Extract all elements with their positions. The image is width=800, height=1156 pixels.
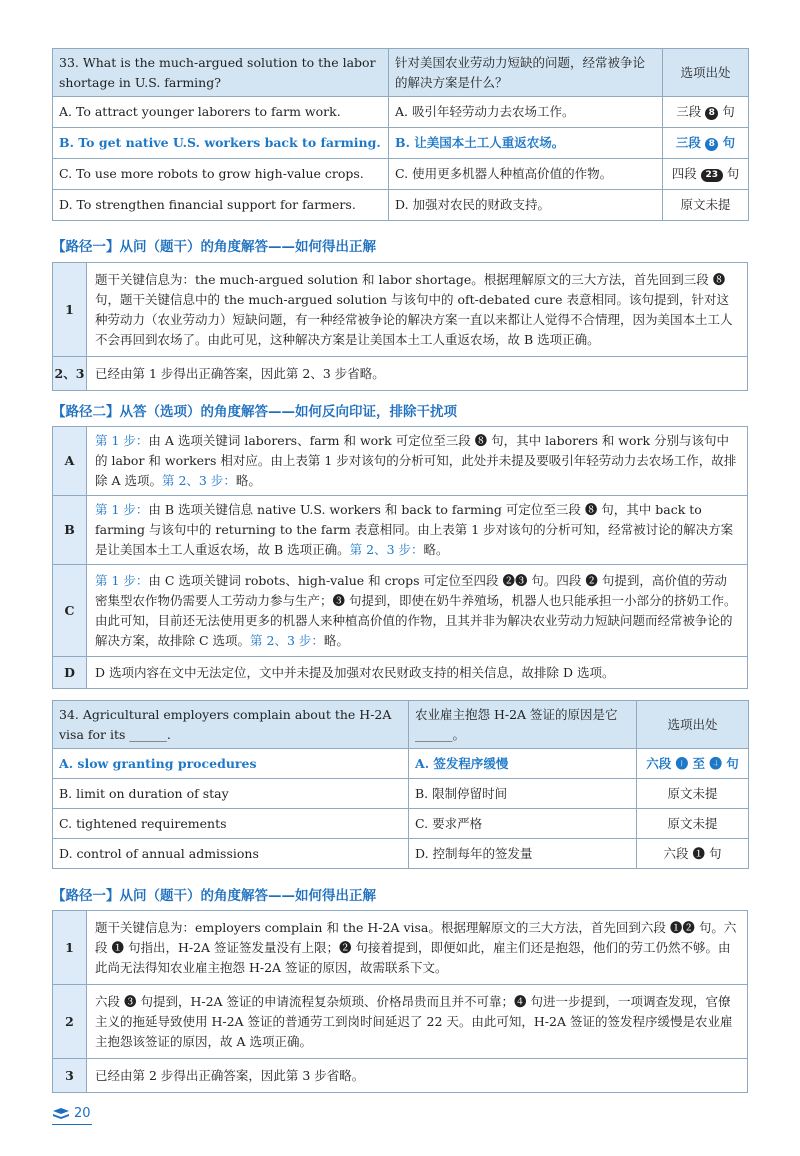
q34-question-en: 34. Agricultural employers complain about the H-2A visa for its ______. xyxy=(53,701,409,749)
step-row xyxy=(53,657,748,689)
table-row-correct xyxy=(53,128,749,159)
option-source: 六段 ❶ 句 xyxy=(637,839,749,869)
source-text: 句 xyxy=(722,135,736,150)
option-en: B. limit on duration of stay xyxy=(53,779,409,809)
option-cn: B. 让美国本土工人重返农场。 xyxy=(389,128,663,159)
option-label: D xyxy=(53,657,87,689)
option-en: C. tightened requirements xyxy=(53,809,409,839)
option-label: B xyxy=(53,496,87,565)
option-en: D. control of annual admissions xyxy=(53,839,409,869)
step-text: 第 1 步：由 B 选项关键信息 native U.S. workers 和 back to farming 可定位至三段 ❽ 句，其中 back to farming 与该句中的 returning to the farm 表意相同。由上表第 1 步对该句的分析可知，经常被讨论的解决方案是让美国本土工人重返农场，故 B 选项正确。第 2、3 步：略。 xyxy=(87,496,748,565)
option-source xyxy=(663,159,749,190)
option-label: C xyxy=(53,565,87,657)
q33-path2-table xyxy=(52,426,748,689)
option-source: 原文未提 xyxy=(637,809,749,839)
option-cn: D. 加强对农民的财政支持。 xyxy=(389,190,663,221)
q34-header-row xyxy=(53,701,749,749)
step-text: 第 1 步：由 C 选项关键词 robots、high-value 和 crops 可定位至四段 ❷❸ 句。四段 ❷ 句提到，高价值的劳动密集型农作物仍需要人工劳动力参与生产；❸ 句提到，即使在奶牛养殖场，机器人也只能承担一小部分的挤奶工作。由此可知，目前还无法使用更多的机器人来种植高价值的作物，且其并非为解决农业劳动力短缺问题而经常被争论的解决方案，故排除 C 选项。第 2、3 步：略。 xyxy=(87,565,748,657)
step-label: 2、3 xyxy=(53,357,87,391)
step-row xyxy=(53,427,748,496)
option-cn: A. 吸引年轻劳动力去农场工作。 xyxy=(389,97,663,128)
source-text: 句 xyxy=(722,104,735,119)
source-text: 三段 xyxy=(676,104,702,119)
step-row xyxy=(53,357,748,391)
option-label: A xyxy=(53,427,87,496)
step-label: 3 xyxy=(53,1059,87,1093)
table-row xyxy=(53,809,749,839)
q33-path1-table xyxy=(52,262,748,391)
step-label: 2 xyxy=(53,985,87,1059)
q33-source-header: 选项出处 xyxy=(663,49,749,97)
option-cn: B. 限制停留时间 xyxy=(409,779,637,809)
option-en: C. To use more robots to grow high-value crops. xyxy=(53,159,389,190)
q33-header-row xyxy=(53,49,749,97)
option-source: 原文未提 xyxy=(663,190,749,221)
option-source: 原文未提 xyxy=(637,779,749,809)
option-cn: C. 要求严格 xyxy=(409,809,637,839)
table-row xyxy=(53,97,749,128)
path-one-title: 【路径一】从问（题干）的角度解答——如何得出正解 xyxy=(52,888,376,904)
page-footer xyxy=(52,1106,91,1121)
option-en: A. To attract younger laborers to farm work. xyxy=(53,97,389,128)
option-en: D. To strengthen financial support for farmers. xyxy=(53,190,389,221)
step-text: 已经由第 1 步得出正确答案，因此第 2、3 步省略。 xyxy=(87,357,748,391)
step-row xyxy=(53,263,748,357)
step-text: D 选项内容在文中无法定位，文中并未提及加强对农民财政支持的相关信息，故排除 D 选项。 xyxy=(87,657,748,689)
table-row xyxy=(53,159,749,190)
step-text: 题干关键信息为：employers complain 和 the H-2A visa。根据理解原文的三大方法，首先回到六段 ❶❷ 句。六段 ❶ 句指出，H-2A 签证签发量没有上限；❷ 句接着提到，即便如此，雇主们还是抱怨，他们的劳工仍然不够。由此尚无法得知农业雇主抱怨 H-2A 签证的原因，故需联系下文。 xyxy=(87,911,748,985)
step-label: 1 xyxy=(53,263,87,357)
step-text: 题干关键信息为：the much-argued solution 和 labor shortage。根据理解原文的三大方法，首先回到三段 ❽ 句，题干关键信息中的 the much-argued solution 与该句中的 oft-debated cure 表意相同。该句提到，针对这种劳动力（农业劳动力）短缺问题，有一种经常被争论的解决方案一直以来都让人觉得不合情理，因为美国本土工人不会再回到农场了。由此可见，这种解决方案是让美国本土工人重返农场，故 B 选项正确。 xyxy=(87,263,748,357)
q33-question-cn: 针对美国农业劳动力短缺的问题，经常被争论的解决方案是什么？ xyxy=(389,49,663,97)
number-8-icon: 8 xyxy=(705,138,718,151)
step-row xyxy=(53,1059,748,1093)
table-row xyxy=(53,190,749,221)
q34-path1-table xyxy=(52,910,748,1093)
option-cn: A. 签发程序缓慢 xyxy=(409,749,637,779)
table-row xyxy=(53,839,749,869)
option-cn: D. 控制每年的签发量 xyxy=(409,839,637,869)
path-one-title: 【路径一】从问（题干）的角度解答——如何得出正解 xyxy=(52,239,376,255)
q33-options-table xyxy=(52,48,749,221)
source-text: 三段 xyxy=(675,135,701,150)
table-row xyxy=(53,779,749,809)
option-source xyxy=(663,128,749,159)
option-source xyxy=(663,97,749,128)
q34-source-header: 选项出处 xyxy=(637,701,749,749)
step-row xyxy=(53,985,748,1059)
option-source: 六段 ❶ 至 ❹ 句 xyxy=(637,749,749,779)
option-en: A. slow granting procedures xyxy=(53,749,409,779)
page-number: 20 xyxy=(74,1106,91,1121)
step-row xyxy=(53,496,748,565)
option-en: B. To get native U.S. workers back to farming. xyxy=(53,128,389,159)
number-23-icon: 23 xyxy=(701,169,723,182)
option-cn: C. 使用更多机器人种植高价值的作物。 xyxy=(389,159,663,190)
q34-options-table xyxy=(52,700,749,869)
step-row xyxy=(53,565,748,657)
source-text: 四段 xyxy=(671,166,697,181)
book-icon xyxy=(52,1108,70,1120)
step-text: 已经由第 2 步得出正确答案，因此第 3 步省略。 xyxy=(87,1059,748,1093)
step-label: 1 xyxy=(53,911,87,985)
step-text: 第 1 步：由 A 选项关键词 laborers、farm 和 work 可定位至三段 ❽ 句，其中 laborers 和 work 分别与该句中的 labor 和 workers 相对应。由上表第 1 步对该句的分析可知，此处并未提及要吸引年轻劳动力去农场工作，故排除 A 选项。第 2、3 步：略。 xyxy=(87,427,748,496)
number-8-icon: 8 xyxy=(705,107,718,120)
source-text: 句 xyxy=(726,166,740,181)
table-row-correct xyxy=(53,749,749,779)
path-two-title: 【路径二】从答（选项）的角度解答——如何反向印证，排除干扰项 xyxy=(52,404,457,420)
q34-question-cn: 农业雇主抱怨 H-2A 签证的原因是它______。 xyxy=(409,701,637,749)
q33-question-en: 33. What is the much-argued solution to the labor shortage in U.S. farming? xyxy=(53,49,389,97)
step-row xyxy=(53,911,748,985)
step-text: 六段 ❸ 句提到，H-2A 签证的申请流程复杂烦琐、价格昂贵而且并不可靠；❹ 句进一步提到，一项调查发现，官僚主义的拖延导致使用 H-2A 签证的普通劳工到岗时间延迟了 22 天。由此可知，H-2A 签证的签发程序缓慢是农业雇主抱怨该签证的原因，故 A 选项正确。 xyxy=(87,985,748,1059)
